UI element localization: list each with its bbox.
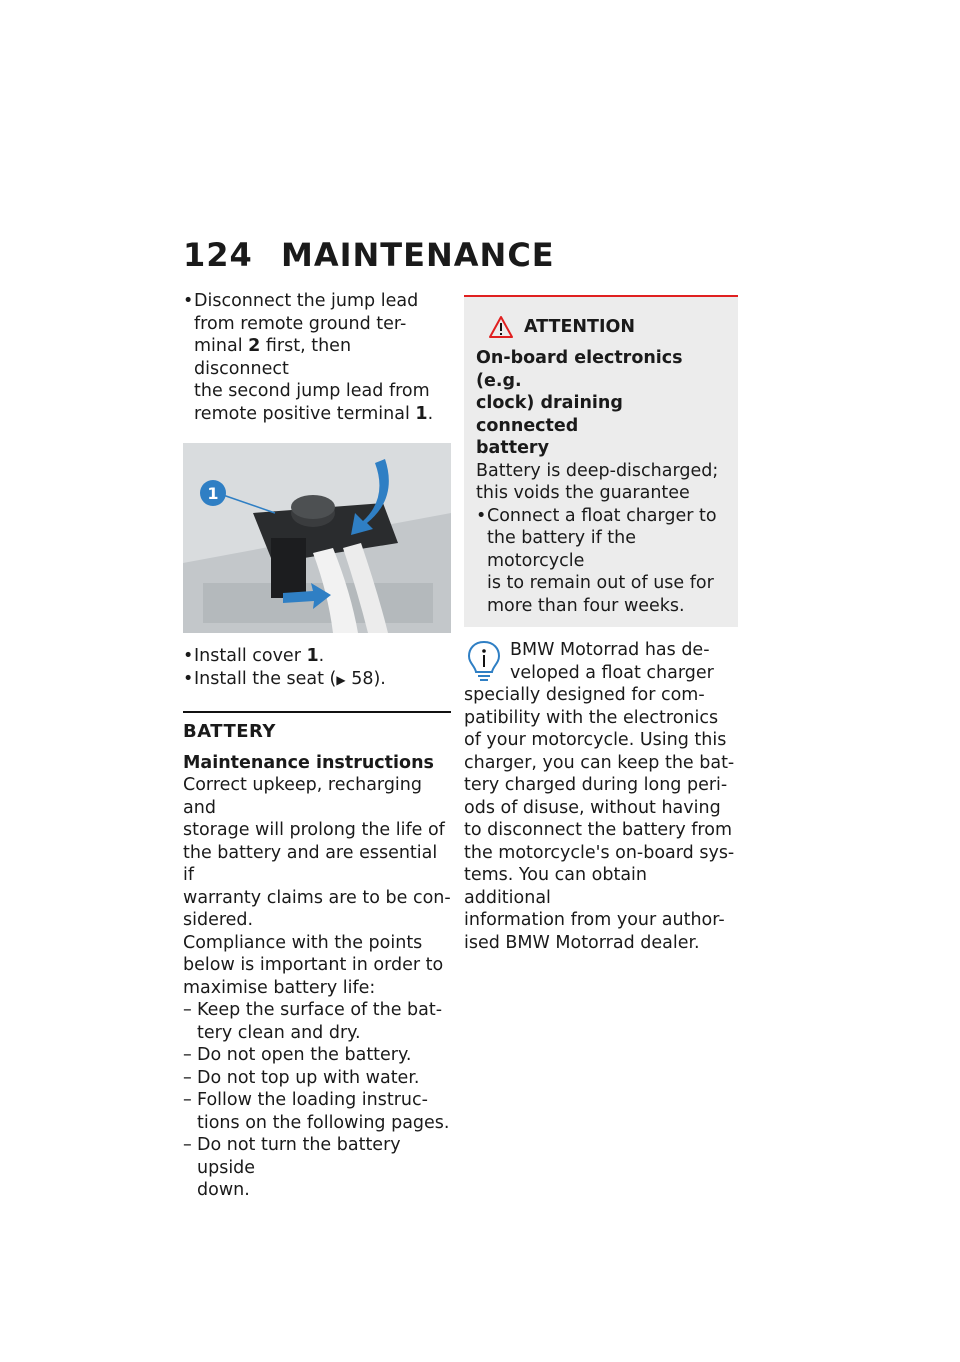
attention-label: ATTENTION (524, 316, 636, 337)
intro-paragraph: Correct upkeep, recharging and storage will prolong the life of the battery and are essential if warranty claims are to be con- sidered. (183, 775, 451, 930)
step-install-seat: • Install the seat (▶ 58). (183, 668, 451, 692)
list-item: – Do not turn the battery upside down. (183, 1134, 451, 1202)
page-ref-link[interactable]: 58 (351, 668, 374, 689)
battery-care-list (183, 999, 451, 1202)
step-disconnect: • Disconnect the jump lead from remote ground ter- minal 2 first, then disconnect the second jump lead from remote positive terminal 1. (183, 290, 451, 425)
list-item: – Do not open the battery. (183, 1044, 451, 1067)
attention-text: Battery is deep-discharged; this voids the guarantee (476, 460, 719, 503)
list-item: – Follow the loading instruc- tions on the following pages. (183, 1089, 451, 1134)
attention-header (488, 315, 726, 339)
compliance-paragraph: Compliance with the points below is important in order to maximise battery life: (183, 932, 444, 998)
warning-triangle-icon (488, 315, 514, 339)
step-install-cover: • Install cover 1. (183, 645, 451, 668)
subsection-title: Maintenance instructions (183, 752, 434, 773)
info-bulb-icon (464, 639, 504, 683)
section-title: BATTERY (183, 721, 276, 742)
list-item: – Do not top up with water. (183, 1067, 451, 1090)
page-ref-arrow-icon: ▶ (336, 672, 346, 687)
page-number: 124 (183, 236, 253, 274)
figure-callout-1: 1 (207, 484, 219, 503)
right-column (464, 295, 738, 954)
battery-cover-illustration (183, 443, 451, 633)
page-header (183, 236, 555, 274)
attention-bullet: • Connect a float charger to the battery if the motorcycle is to remain out of use for more than four weeks. (476, 505, 726, 618)
attention-box (464, 295, 738, 627)
list-item: – Keep the surface of the bat- tery clean and dry. (183, 999, 451, 1044)
battery-cover-photo (183, 443, 451, 633)
left-column (183, 290, 451, 1202)
info-block: BMW Motorrad has de- veloped a float charger specially designed for com- patibility with the electronics of your motorcycle. Using this charger, you can keep the bat- tery charged during long peri- ods of disuse, without having to disconnect the battery from the motorcycle's on-board sys- tems. You can obtain additional information from your author- ised BMW Motorrad dealer. (464, 640, 735, 953)
section-divider (183, 711, 451, 713)
page-title: MAINTENANCE (281, 236, 555, 274)
attention-subtitle: On-board electronics (e.g. clock) draining connected battery (476, 348, 683, 458)
